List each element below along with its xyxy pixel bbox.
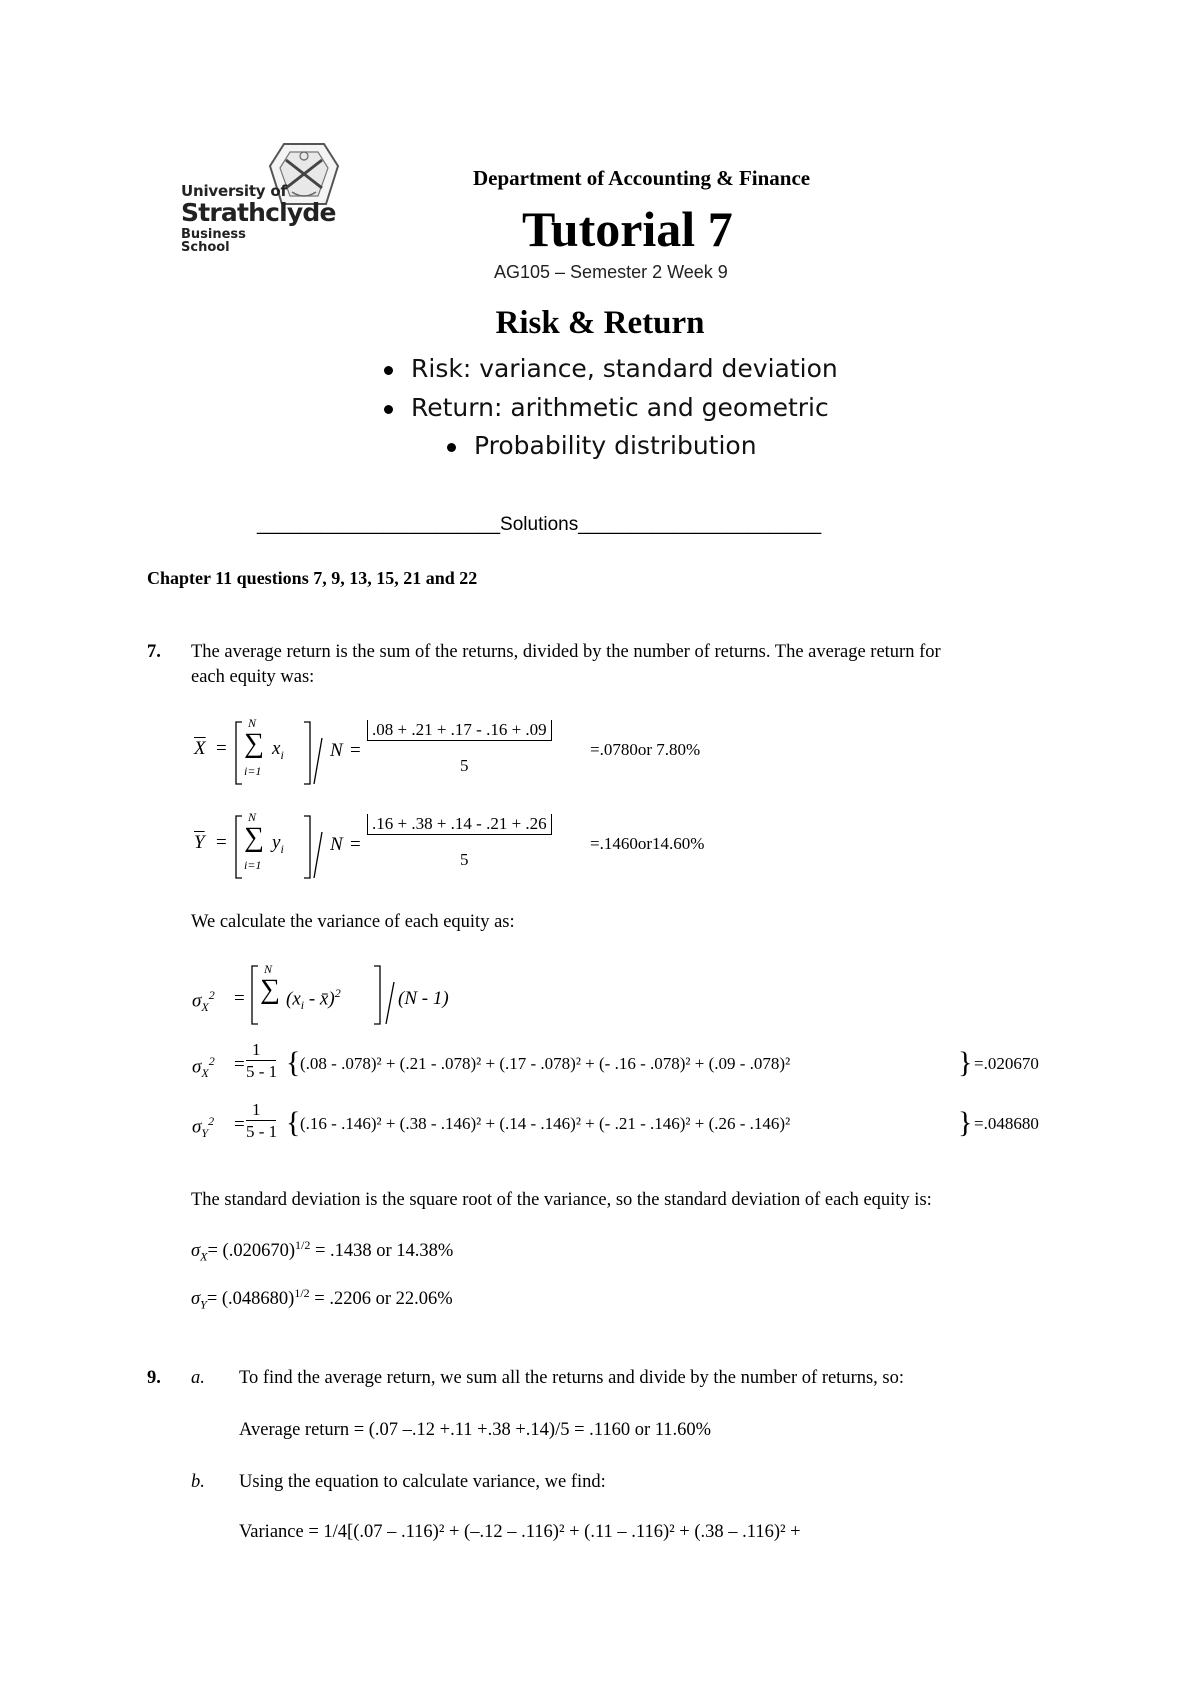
mean-y-result: =.1460or14.60% bbox=[590, 834, 705, 853]
equation-variance-y: $\sigma_Y^2$ = 1 5 - 1 { (.16 - .146)² + (.38 - .146)² + (.14 - .146)² + (- .21 - .146)² + (.26 - .146)² } =.048680 bbox=[192, 1100, 1039, 1141]
question-9a-label: a. bbox=[191, 1368, 205, 1388]
sd-x-line: $\sigma_X= (.020670)^{1/2} = .1438$ or 14.38% bbox=[191, 1238, 454, 1264]
logo-line-3: Business bbox=[181, 227, 246, 242]
chapter-heading: Chapter 11 questions 7, 9, 13, 15, 21 and 22 bbox=[147, 568, 478, 588]
mean-x-numerator: .08 + .21 + .17 - .16 + .09 bbox=[367, 720, 552, 741]
mean-x-result: =.0780or 7.80% bbox=[590, 740, 701, 759]
sd-x-exponent: 1/2 bbox=[294, 1238, 311, 1252]
variance-y-result: =.048680 bbox=[974, 1114, 1039, 1133]
logo-line-2: Strathclyde bbox=[181, 198, 336, 227]
question-9a-text: To find the average return, we sum all the returns and divide by the number of returns, so: bbox=[239, 1368, 905, 1388]
mean-y-numerator: .16 + .38 + .14 - .21 + .26 bbox=[367, 814, 552, 835]
sd-x-result: = .1438 or 14.38% bbox=[310, 1241, 454, 1262]
question-9-number: 9. bbox=[147, 1368, 161, 1388]
question-7-number: 7. bbox=[147, 642, 161, 662]
variance-y-terms: (.16 - .146)² + (.38 - .146)² + (.14 - .146)² + (- .21 - .146)² + (.26 - .146)² bbox=[300, 1114, 791, 1133]
question-7-intro-line1: The average return is the sum of the returns, divided by the number of returns. The average return for bbox=[191, 642, 941, 662]
topic-title: Risk & Return bbox=[495, 305, 705, 341]
question-9a-result: Average return = (.07 –.12 +.11 +.38 +.14)/5 = .1160 or 11.60% bbox=[239, 1420, 712, 1440]
department-name: Department of Accounting & Finance bbox=[473, 166, 811, 190]
sd-y-line: $\sigma_Y= (.048680)^{1/2} = .2206$ or 22.06% bbox=[191, 1286, 453, 1312]
mean-y-denominator: 5 bbox=[460, 850, 469, 869]
mean-x-denominator: 5 bbox=[460, 756, 469, 775]
variance-x-terms: (.08 - .078)² + (.21 - .078)² + (.17 - .078)² + (- .16 - .078)² + (.09 - .078)² bbox=[300, 1054, 791, 1073]
equation-variance-x: $\sigma_X^2$ = 1 5 - 1 { (.08 - .078)² + (.21 - .078)² + (.17 - .078)² + (- .16 - .078)² + (.09 - .078)² } =.020670 bbox=[192, 1040, 1039, 1081]
bullet-icon bbox=[384, 405, 393, 414]
variance-intro: We calculate the variance of each equity as: bbox=[191, 912, 515, 932]
variance-x-result: =.020670 bbox=[974, 1054, 1039, 1073]
sd-y-exponent: 1/2 bbox=[294, 1286, 310, 1300]
logo-line-1: University of bbox=[181, 182, 287, 200]
sd-intro: The standard deviation is the square root of the variance, so the standard deviation of each equity is: bbox=[191, 1190, 932, 1210]
question-7-intro-line2: each equity was: bbox=[191, 667, 315, 687]
bullet-icon bbox=[447, 443, 456, 452]
bullet-icon bbox=[384, 366, 393, 375]
university-logo bbox=[181, 184, 336, 254]
question-9b-label: b. bbox=[191, 1472, 205, 1492]
page-title: Tutorial 7 bbox=[522, 201, 733, 257]
course-subtitle: AG105 – Semester 2 Week 9 bbox=[494, 262, 728, 282]
equation-variance-general: $\sigma_X^2$ = N ∑ ($x_i$ - x̄)$^2$ (N - 1) bbox=[190, 958, 510, 1030]
equation-mean-y: $\overline{Y}$ = N ∑ $y_i$ i=1 N = .16 + .38 + .14 - .21 + .26 5 =.1460or14.60% bbox=[190, 806, 750, 886]
sd-y-expression: = (.048680) bbox=[206, 1289, 295, 1310]
solutions-divider: _______________________Solutions_______________________ bbox=[257, 514, 822, 535]
logo-line-4: School bbox=[181, 240, 230, 255]
question-9b-text: Using the equation to calculate variance, we find: bbox=[239, 1472, 606, 1492]
sd-x-expression: = (.020670) bbox=[207, 1241, 295, 1262]
topic-bullet: Risk: variance, standard deviation bbox=[384, 354, 838, 383]
topic-bullet: Probability distribution bbox=[447, 431, 757, 460]
sd-y-result: = .2206 or 22.06% bbox=[309, 1289, 453, 1310]
topic-bullet: Return: arithmetic and geometric bbox=[384, 393, 829, 422]
question-9b-result: Variance = 1/4[(.07 – .116)² + (–.12 – .116)² + (.11 – .116)² + (.38 – .116)² + bbox=[239, 1522, 801, 1542]
equation-mean-x: $\overline{X}$ = N ∑ $x_i$ i=1 N = .08 + .21 + .17 - .16 + .09 5 =.0780or 7.80% bbox=[190, 712, 750, 792]
